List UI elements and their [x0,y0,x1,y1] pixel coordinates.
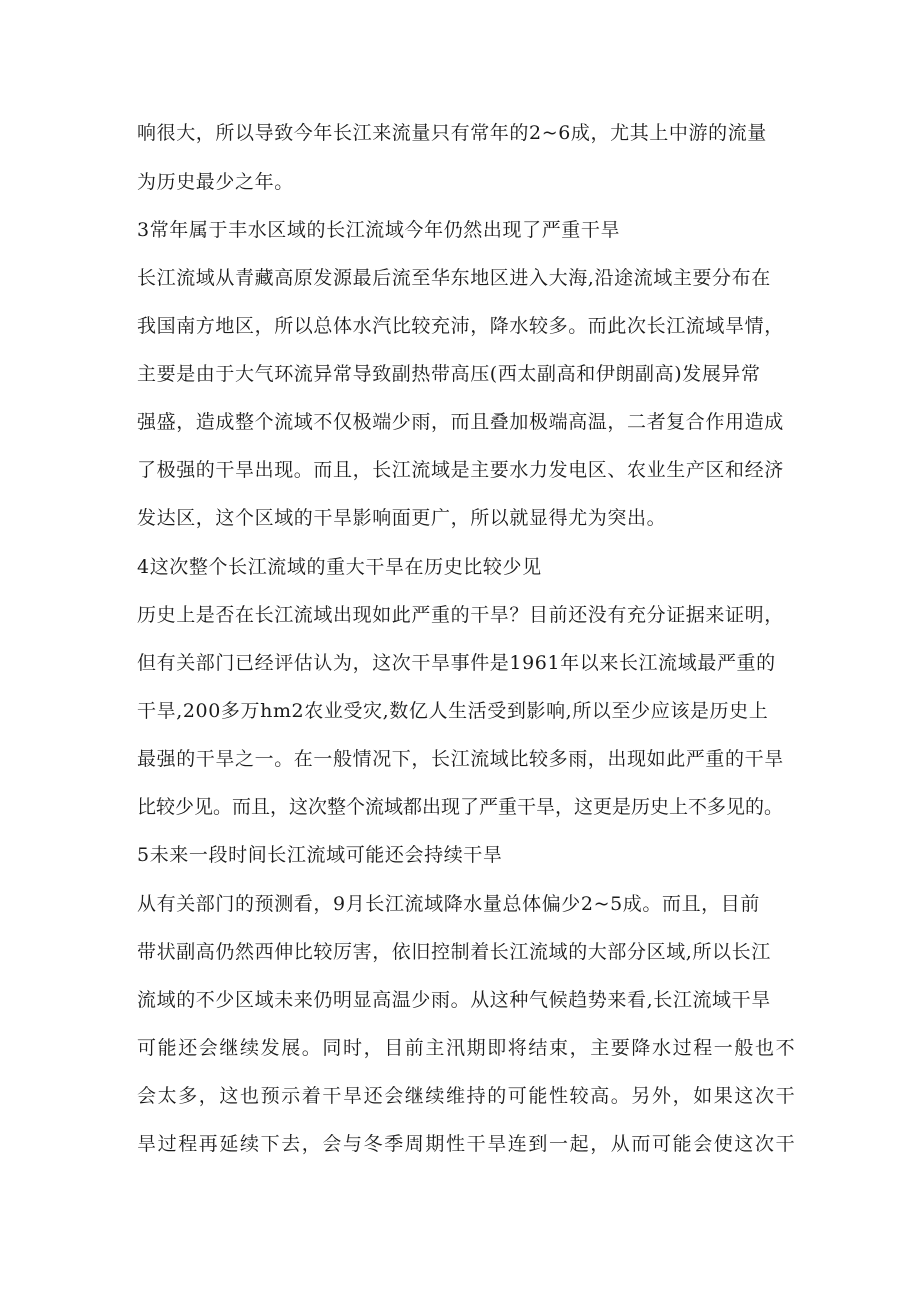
text-line: 但有关部门已经评估认为，这次干旱事件是1961年以来长江流域最严重的 [137,652,776,674]
text-line: 可能还会继续发展。同时，目前主汛期即将结束，主要降水过程一般也不 [137,1037,797,1059]
text-line: 比较少见。而且，这次整个流域都出现了严重干旱，这更是历史上不多见的。 [137,796,784,818]
text-line: 最强的干旱之一。在一般情况下，长江流域比较多雨，出现如此严重的干旱 [137,748,784,770]
text-line: 流域的不少区域未来仍明显高温少雨。从这种气候趋势来看,长江流域干旱 [137,989,771,1011]
section-heading: 4这次整个长江流域的重大干旱在历史比较少见 [137,556,542,578]
text-line: 主要是由于大气环流异常导致副热带高压(西太副高和伊朗副高)发展异常 [137,363,761,385]
text-line: 从有关部门的预测看，9月长江流域降水量总体偏少2~5成。而且，目前 [137,893,760,915]
text-line: 为历史最少之年。 [137,171,294,193]
text-line: 响很大，所以导致今年长江来流量只有常年的2~6成，尤其上中游的流量 [137,122,767,144]
text-line: 旱过程再延续下去，会与冬季周期性干旱连到一起，从而可能会使这次干 [137,1133,797,1155]
text-line: 我国南方地区，所以总体水汽比较充沛，降水较多。而此次长江流域旱情， [137,315,784,337]
text-line: 历史上是否在长江流域出现如此严重的干旱？目前还没有充分证据来证明， [137,604,784,626]
text-line: 会太多，这也预示着干旱还会继续维持的可能性较高。另外，如果这次干 [137,1085,797,1107]
text-line: 带状副高仍然西伸比较厉害，依旧控制着长江流域的大部分区域,所以长江 [137,941,771,963]
text-line: 发达区，这个区域的干旱影响面更广，所以就显得尤为突出。 [137,507,667,529]
section-heading: 5未来一段时间长江流域可能还会持续干旱 [137,844,503,866]
text-line: 长江流域从青藏高原发源最后流至华东地区进入大海,沿途流域主要分布在 [137,267,771,289]
text-line: 强盛，造成整个流域不仅极端少雨，而且叠加极端高温，二者复合作用造成 [137,411,784,433]
text-line: 干旱,200多万hm2农业受灾,数亿人生活受到影响,所以至少应该是历史上 [137,700,769,722]
text-line: 了极强的干旱出现。而且，长江流域是主要水力发电区、农业生产区和经济 [137,459,784,481]
section-heading: 3常年属于丰水区域的长江流域今年仍然出现了严重干旱 [137,219,621,241]
